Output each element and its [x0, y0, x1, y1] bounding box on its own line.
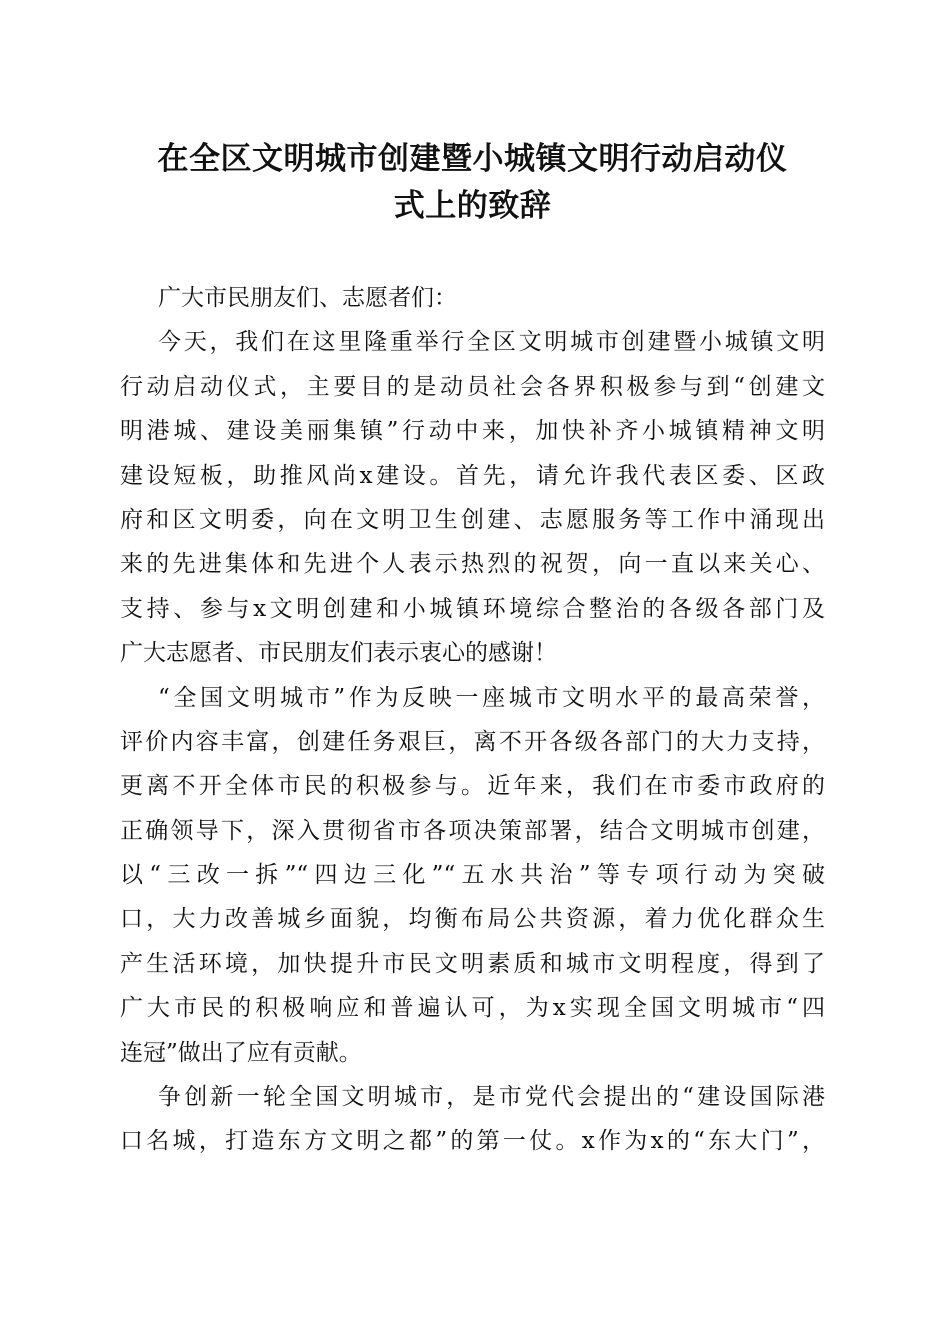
paragraph-line: 广大市民的积极响应和普遍认可，为x实现全国文明城市“四: [120, 995, 825, 1022]
paragraph: [120, 676, 825, 1076]
paragraph-line: 广大市民朋友们、志愿者们：: [158, 285, 457, 311]
paragraph-line: 正确领导下，深入贯彻省市各项决策部署，结合文明城市创建，: [120, 817, 825, 844]
paragraph-line: 府和区文明委，向在文明卫生创建、志愿服务等工作中涌现出: [120, 506, 825, 533]
paragraph-line: 行动启动仪式，主要目的是动员社会各界积极参与到“创建文: [120, 373, 825, 400]
paragraph-line: 争创新一轮全国文明城市，是市党代会提出的“建设国际港: [158, 1084, 825, 1111]
paragraph-line: 口名城，打造东方文明之都”的第一仗。x作为x的“东大门”，: [120, 1128, 825, 1155]
document-title: [120, 136, 825, 230]
paragraph-line: 今天，我们在这里隆重举行全区文明城市创建暨小城镇文明: [158, 329, 825, 356]
document-body: [120, 276, 825, 1164]
paragraph-line: 广大志愿者、市民朋友们表示衷心的感谢！: [120, 640, 557, 667]
paragraph-line: 口，大力改善城乡面貌，均衡布局公共资源，着力优化群众生: [120, 906, 825, 933]
paragraph-line: 产生活环境，加快提升市民文明素质和城市文明程度，得到了: [120, 950, 825, 977]
paragraph-line: 来的先进集体和先进个人表示热烈的祝贺，向一直以来关心、: [120, 551, 825, 578]
paragraph: [120, 276, 825, 320]
paragraph-line: 连冠”做出了应有贡献。: [120, 1039, 362, 1066]
paragraph-line: 支持、参与x文明创建和小城镇环境综合整治的各级各部门及: [120, 595, 825, 622]
paragraph-line: 建设短板，助推风尚x建设。首先，请允许我代表区委、区政: [120, 462, 825, 489]
paragraph-line: 评价内容丰富，创建任务艰巨，离不开各级各部门的大力支持，: [120, 728, 825, 755]
paragraph-line: “全国文明城市”作为反映一座城市文明水平的最高荣誉，: [158, 684, 825, 711]
title-line: 式上的致辞: [393, 188, 552, 224]
paragraph-line: 更离不开全体市民的积极参与。近年来，我们在市委市政府的: [120, 773, 825, 800]
paragraph: [120, 1075, 825, 1164]
paragraph: [120, 320, 825, 675]
title-line: 在全区文明城市创建暨小城镇文明行动启动仪: [157, 141, 788, 177]
paragraph-line: 以“三改一拆”“四边三化”“五水共治”等专项行动为突破: [120, 862, 825, 889]
paragraph-line: 明港城、建设美丽集镇”行动中来，加快补齐小城镇精神文明: [120, 418, 825, 445]
